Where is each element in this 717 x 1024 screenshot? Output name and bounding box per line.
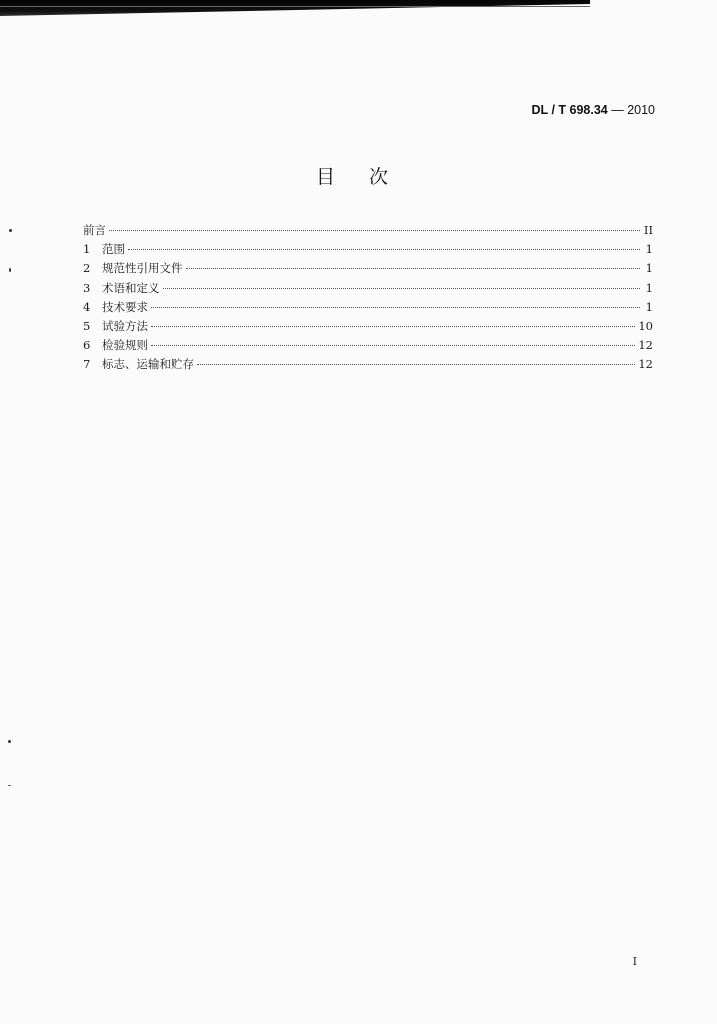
toc-entry-number: 2 xyxy=(83,261,91,276)
toc-entry[interactable] xyxy=(83,318,653,337)
toc-entry-label: 技术要求 xyxy=(102,299,148,314)
toc-entry-label: 前言 xyxy=(83,223,106,237)
toc-leader-dots xyxy=(151,307,640,308)
toc-leader-dots xyxy=(151,345,635,346)
toc-entry[interactable] xyxy=(83,356,653,375)
toc-entry-label: 范围 xyxy=(102,242,125,257)
scan-speck xyxy=(8,785,11,786)
toc-leader-dots xyxy=(151,326,635,327)
toc-entry-label: 规范性引用文件 xyxy=(102,261,183,276)
toc-entry-page: 10 xyxy=(638,318,653,333)
scan-edge-shadow xyxy=(0,0,590,16)
toc-entry-label: 标志、运输和贮存 xyxy=(102,357,194,372)
toc-entry-page: 1 xyxy=(645,261,653,276)
toc-entry-number: 1 xyxy=(83,242,91,257)
scan-speck xyxy=(9,268,11,272)
toc-entry-label: 试验方法 xyxy=(102,318,148,333)
standard-year: — 2010 xyxy=(611,103,655,117)
toc-entry[interactable] xyxy=(83,241,653,260)
toc-entry-label: 检验规则 xyxy=(102,338,148,353)
toc-entry[interactable] xyxy=(83,280,653,299)
toc-entry-number: 4 xyxy=(83,299,91,314)
toc-entry-number: 6 xyxy=(83,338,91,353)
toc-entry[interactable] xyxy=(83,299,653,318)
toc-entry-number: 7 xyxy=(83,357,91,372)
table-of-contents xyxy=(83,222,653,376)
toc-leader-dots xyxy=(186,268,641,269)
toc-leader-dots xyxy=(109,230,640,231)
toc-leader-dots xyxy=(163,288,641,289)
toc-leader-dots xyxy=(128,249,640,250)
toc-entry-label: 术语和定义 xyxy=(102,280,160,295)
toc-entry-number: 3 xyxy=(83,280,91,295)
page-title: 目次 xyxy=(315,166,422,188)
toc-entry-page: 1 xyxy=(645,280,653,295)
page-number: I xyxy=(632,955,637,968)
toc-entry[interactable] xyxy=(83,260,653,279)
toc-entry-page: 1 xyxy=(645,242,653,257)
scan-edge-line xyxy=(0,6,590,7)
toc-entry[interactable] xyxy=(83,222,653,241)
toc-entry-page: II xyxy=(643,223,653,237)
toc-leader-dots xyxy=(197,364,635,365)
standard-code: DL / T 698.34 xyxy=(531,103,608,117)
toc-entry[interactable] xyxy=(83,337,653,356)
scan-speck xyxy=(8,740,11,743)
toc-entry-page: 12 xyxy=(638,357,653,372)
standard-number xyxy=(532,103,655,117)
toc-entry-number: 5 xyxy=(83,318,91,333)
scan-speck xyxy=(9,229,12,232)
toc-entry-page: 1 xyxy=(645,299,653,314)
toc-entry-page: 12 xyxy=(638,338,653,353)
